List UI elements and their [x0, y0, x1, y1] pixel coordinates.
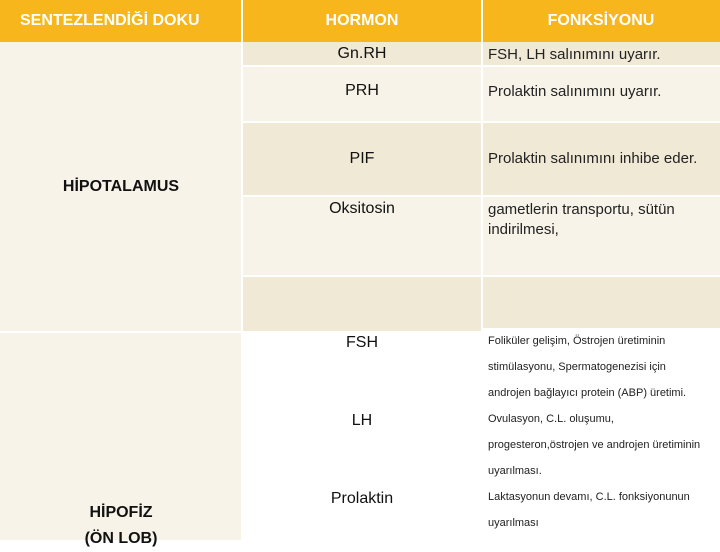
function-gnrh: FSH, LH salınımını uyarır.	[482, 42, 720, 66]
function-oksitosin: gametlerin transportu, sütün indirilmesi,	[482, 196, 720, 276]
divider	[0, 331, 720, 333]
function-lh-line1: Ovulasyon, C.L. oluşumu,	[488, 413, 614, 425]
function-fsh	[482, 328, 720, 408]
function-prolaktin-line1: Laktasyonun devamı, C.L. fonksiyonunun	[488, 491, 690, 503]
function-lh	[482, 406, 720, 486]
hormone-lh: LH	[242, 408, 482, 484]
hormone-pif: PIF	[242, 122, 482, 196]
divider	[242, 121, 720, 123]
divider	[241, 0, 243, 540]
function-fsh-line2: stimülasyonu, Spermatogenezisi için	[488, 361, 666, 373]
hormone-prh: PRH	[242, 66, 482, 122]
tissue-hipotalamus-label: HİPOTALAMUS	[62, 178, 180, 195]
tissue-hipofiz-line1: HİPOFİZ	[89, 504, 153, 521]
function-fsh-line1: Foliküler gelişim, Östrojen üretiminin	[488, 335, 666, 347]
header-function: FONKSİYONU	[482, 0, 720, 42]
hormone-gnrh: Gn.RH	[242, 42, 482, 66]
hormone-fsh: FSH	[242, 332, 482, 408]
hormone-empty	[242, 276, 482, 332]
tissue-hipotalamus	[0, 42, 242, 332]
header-hormone: HORMON	[242, 0, 482, 42]
hormone-oksitosin: Oksitosin	[242, 196, 482, 276]
tissue-hipofiz-line2: (ÖN LOB)	[84, 530, 158, 547]
tissue-hipofiz	[0, 332, 242, 547]
divider	[242, 275, 720, 277]
hormone-prolaktin: Prolaktin	[242, 484, 482, 540]
function-prolaktin-line2: uyarılması	[488, 517, 539, 529]
header-tissue: SENTEZLENDİĞİ DOKU	[0, 0, 242, 42]
divider	[481, 0, 483, 332]
function-fsh-line3: androjen bağlayıcı protein (ABP) üretimi.	[488, 387, 687, 399]
function-pif: Prolaktin salınımını inhibe eder.	[482, 122, 720, 196]
divider	[242, 195, 720, 197]
function-prolaktin	[482, 484, 720, 540]
divider	[242, 65, 720, 67]
function-lh-line3: uyarılması.	[488, 465, 542, 477]
function-empty	[482, 276, 720, 332]
function-prh: Prolaktin salınımını uyarır.	[482, 66, 720, 122]
function-lh-line2: progesteron,östrojen ve androjen üretiminin	[488, 439, 701, 451]
